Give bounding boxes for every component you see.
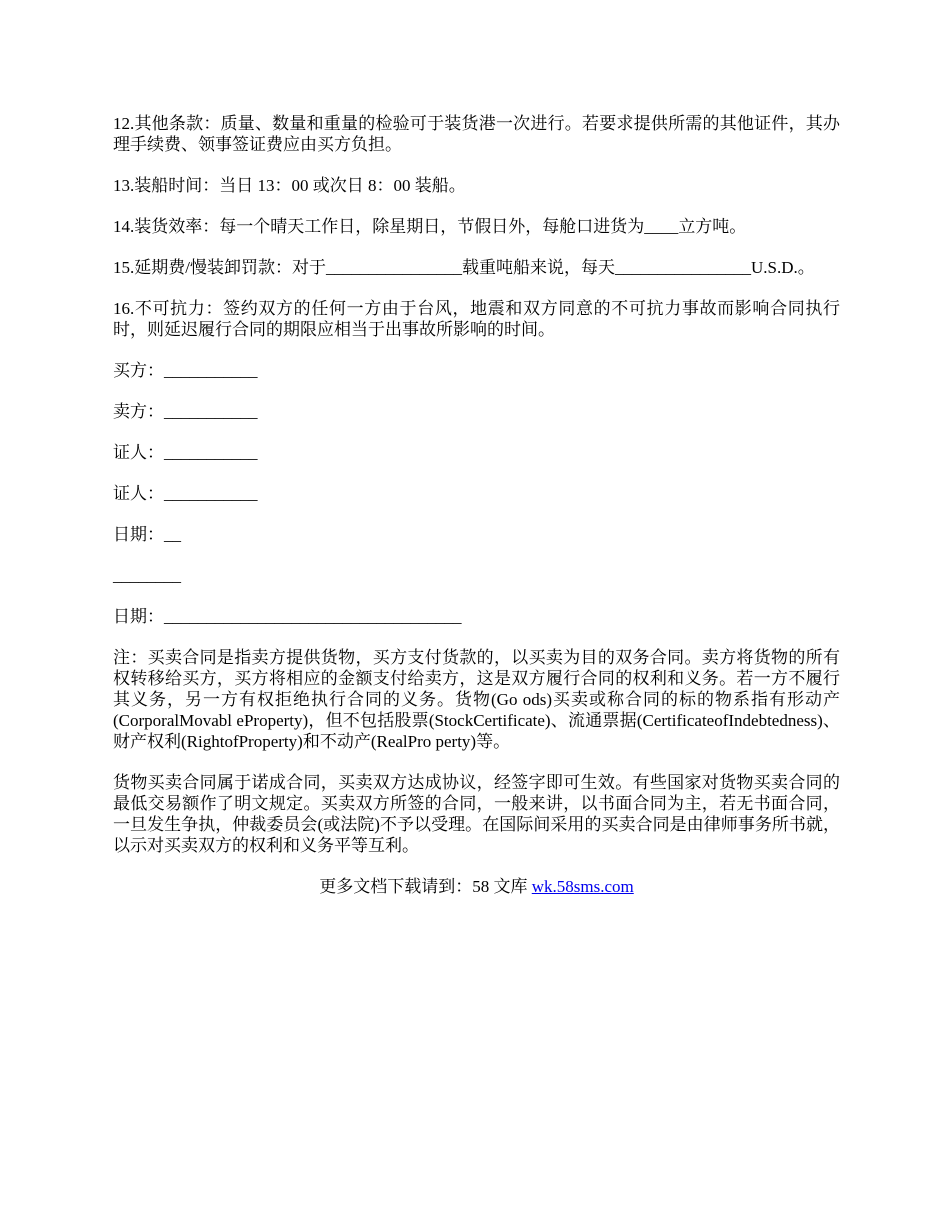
clause-15: 15.延期费/慢装卸罚款：对于________________载重吨船来说，每天________________U.S.D.。: [113, 258, 815, 277]
download-footer: [113, 876, 840, 897]
witness-signature-line-2: 证人：___________: [113, 484, 258, 503]
date-line-2: 日期：___________________________________: [113, 607, 462, 626]
seller-signature-line: 卖方：___________: [113, 402, 258, 421]
buyer-signature-line: 买方：___________: [113, 361, 258, 380]
document-body: [113, 113, 840, 897]
date-line-1: 日期：__: [113, 525, 181, 544]
clause-14: 14.装货效率：每一个晴天工作日，除星期日，节假日外，每舱口进货为____立方吨。: [113, 217, 747, 236]
witness-signature-line-1: 证人：___________: [113, 443, 258, 462]
clause-16: 16.不可抗力：签约双方的任何一方由于台风，地震和双方同意的不可抗力事故而影响合同执行时，则延迟履行合同的期限应相当于出事故所影响的时间。: [113, 299, 840, 339]
footer-link[interactable]: wk.58sms.com: [531, 877, 634, 896]
note-paragraph-2: 货物买卖合同属于诺成合同，买卖双方达成协议，经签字即可生效。有些国家对货物买卖合同的最低交易额作了明文规定。买卖双方所签的合同，一般来讲，以书面合同为主，若无书面合同，一旦发生争执，仲裁委员会(或法院)不予以受理。在国际间采用的买卖合同是由律师事务所书就，以示对买卖双方的权利和义务平等互利。: [113, 773, 840, 855]
clause-13: 13.装船时间：当日 13：00 或次日 8：00 装船。: [113, 176, 466, 195]
clause-12: 12.其他条款：质量、数量和重量的检验可于装货港一次进行。若要求提供所需的其他证件，其办理手续费、领事签证费应由买方负担。: [113, 114, 840, 154]
footer-text: 更多文档下载请到：58 文库: [319, 877, 532, 896]
note-paragraph-1: 注：买卖合同是指卖方提供货物，买方支付货款的，以买卖为目的双务合同。卖方将货物的所有权转移给买方，买方将相应的金额支付给卖方，这是双方履行合同的权利和义务。若一方不履行其义务，另一方有权拒绝执行合同的义务。货物(Go ods)买卖或称合同的标的物系指有形动产(CorporalMovabl eProperty)，但不包括股票(StockCertificate)、流通票据(CertificateofIndebtedness)、财产权利(RightofProperty)和不动产(RealPro perty)等。: [113, 648, 840, 751]
date-line-1-continued: ________: [113, 566, 181, 585]
